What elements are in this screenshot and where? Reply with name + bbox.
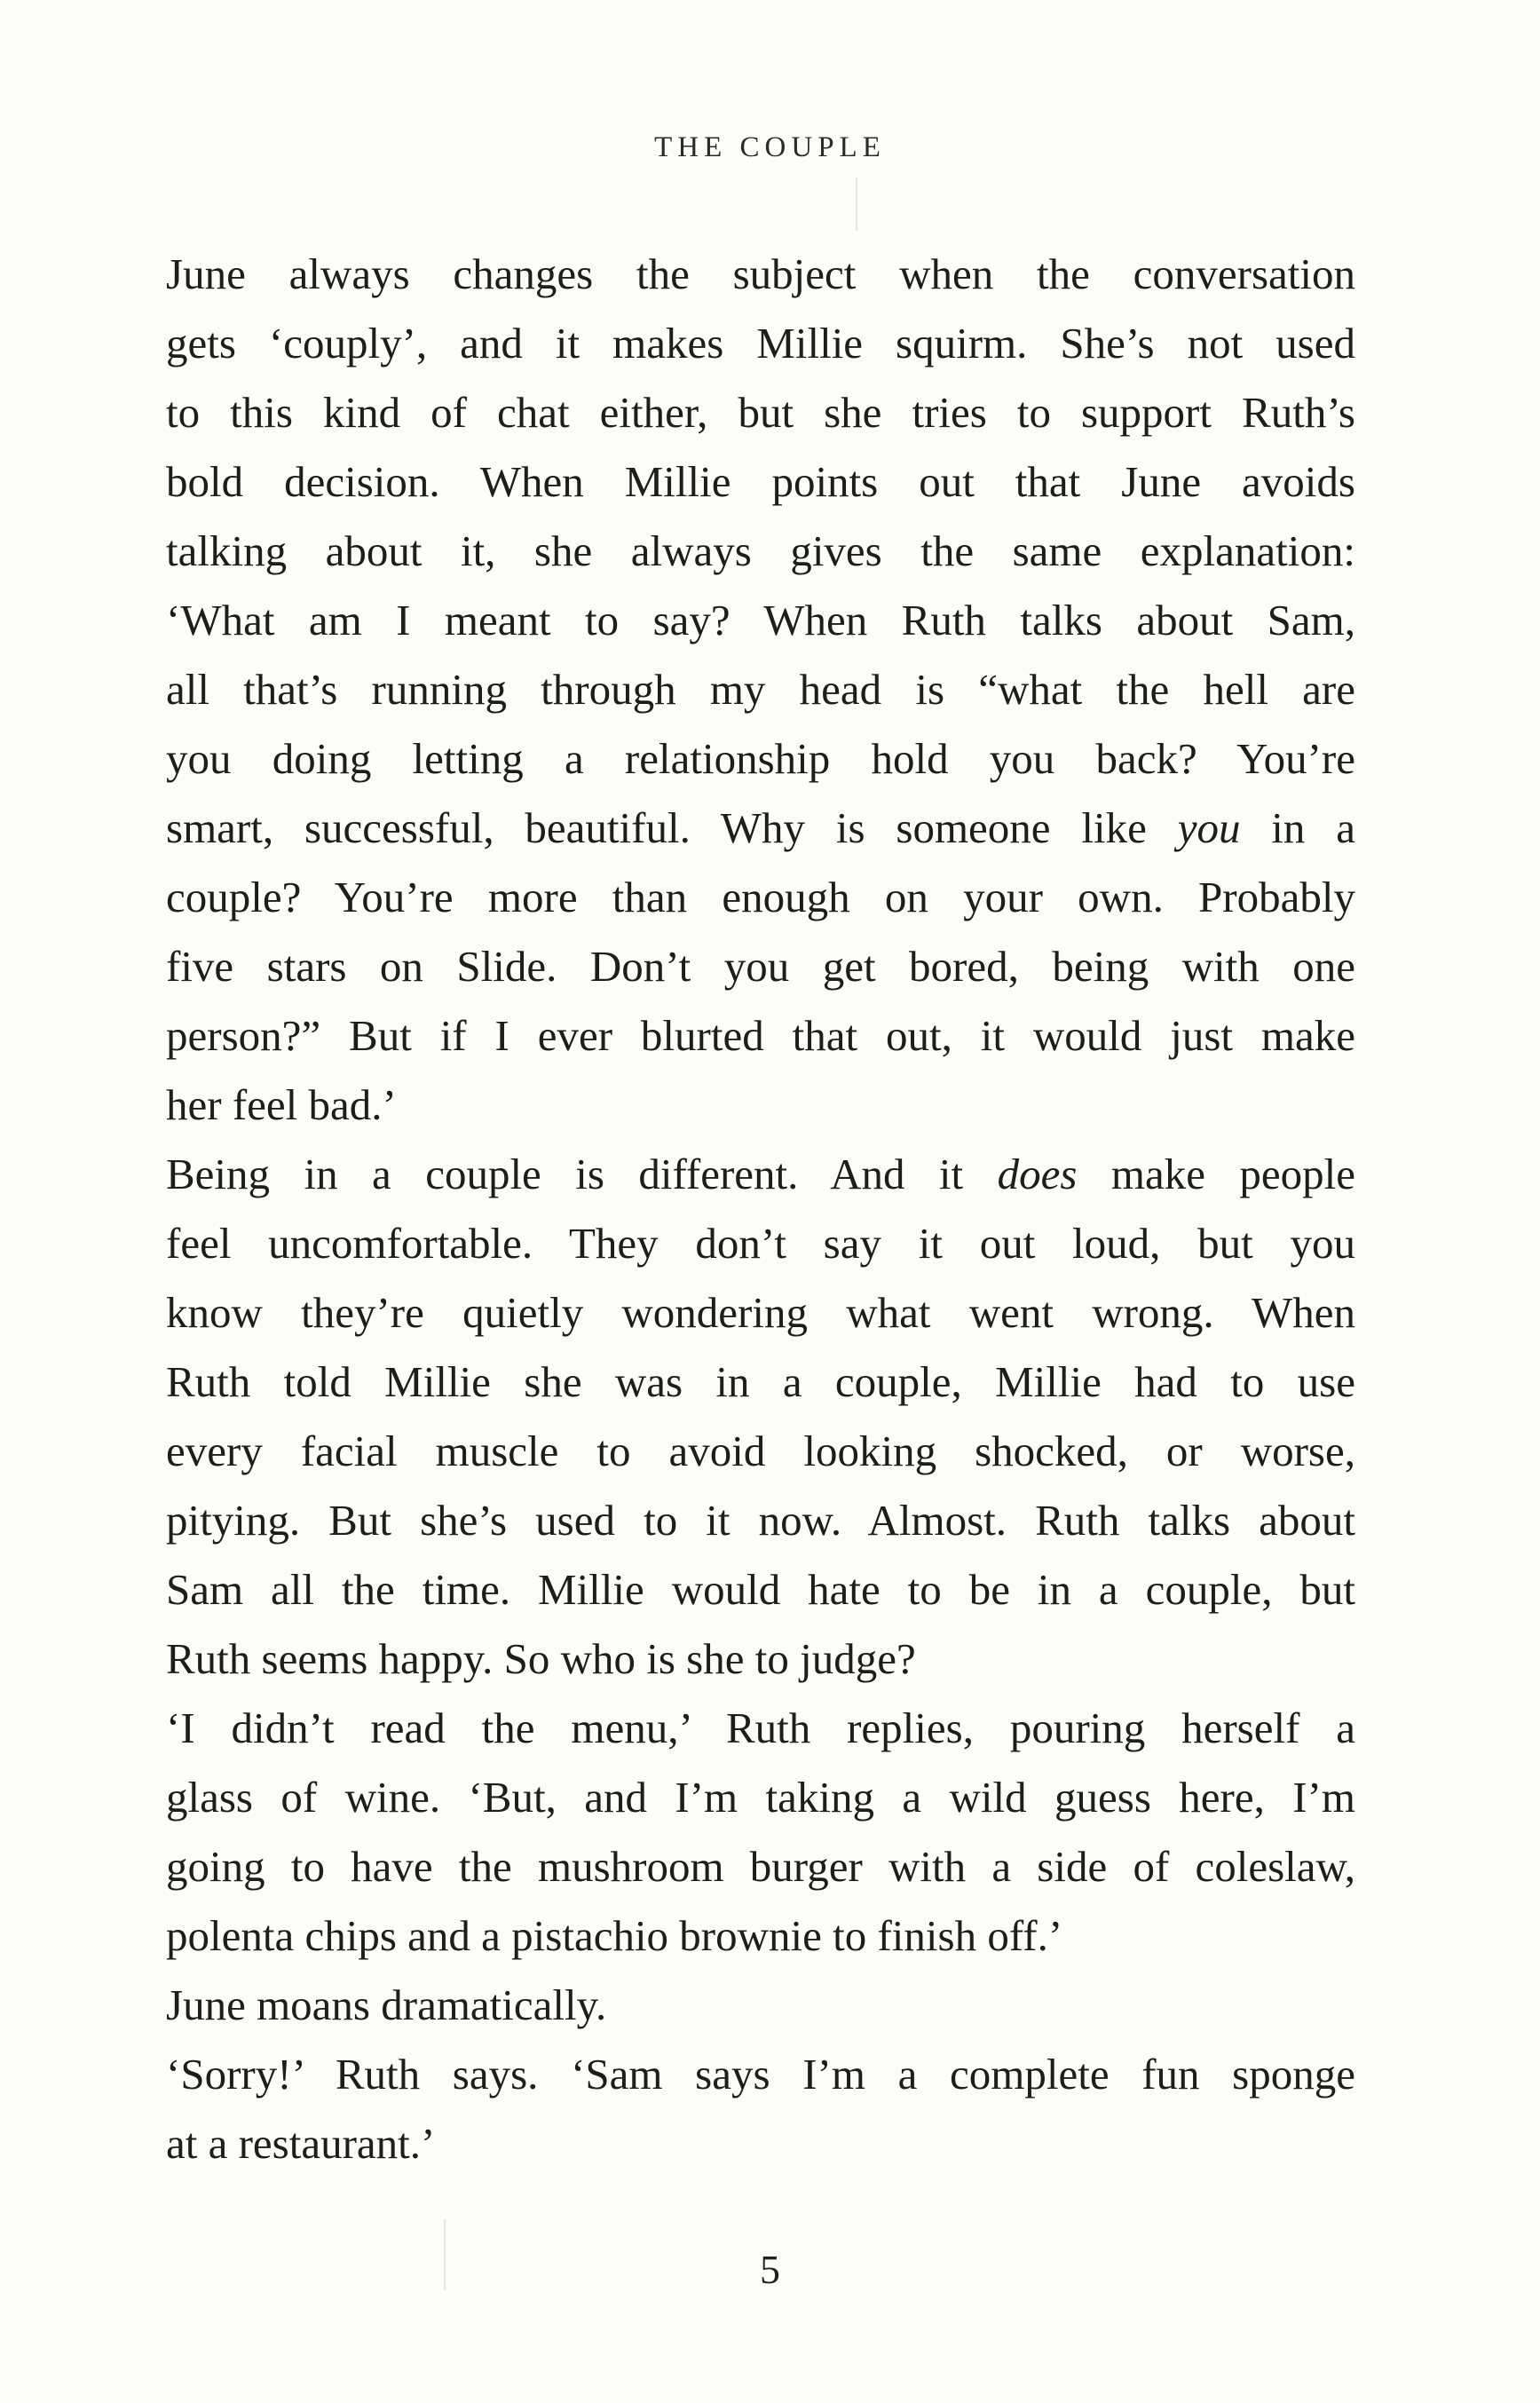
text-line: to this kind of chat either, but she tries to support Ruth’s xyxy=(166,388,1355,437)
page-crease xyxy=(856,178,857,231)
text-line: ‘Sorry!’ Ruth says. ‘Sam says I’m a complete fun sponge xyxy=(166,2050,1355,2099)
text-line: couple? You’re more than enough on your own. Probably xyxy=(166,873,1355,921)
text-line: bold decision. When Millie points out that June avoids xyxy=(166,457,1355,506)
body-text xyxy=(166,240,1355,2178)
text-line: talking about it, she always gives the same explanation: xyxy=(166,526,1355,575)
page-number: 5 xyxy=(760,2247,780,2292)
text-line: Sam all the time. Millie would hate to be in a couple, but xyxy=(166,1565,1355,1614)
paragraph xyxy=(166,1971,1355,2040)
paragraph xyxy=(166,1140,1355,1694)
text-line: smart, successful, beautiful. Why is someone like you in a xyxy=(166,803,1355,852)
text-line: five stars on Slide. Don’t you get bored, being with one xyxy=(166,942,1355,991)
text-line: feel uncomfortable. They don’t say it out loud, but you xyxy=(166,1219,1355,1268)
text-line: glass of wine. ‘But, and I’m taking a wild guess here, I’m xyxy=(166,1773,1355,1822)
running-head: THE COUPLE xyxy=(654,131,886,163)
text-line: Ruth told Millie she was in a couple, Millie had to use xyxy=(166,1357,1355,1406)
text-line: Being in a couple is different. And it does make people xyxy=(166,1150,1355,1198)
paragraph xyxy=(166,1694,1355,1971)
text-line: every facial muscle to avoid looking shocked, or worse, xyxy=(166,1427,1355,1475)
text-line: you doing letting a relationship hold you back? You’re xyxy=(166,734,1355,783)
paragraph xyxy=(166,240,1355,1140)
text-line: ‘What am I meant to say? When Ruth talks about Sam, xyxy=(166,596,1355,644)
text-line: her feel bad.’ xyxy=(166,1080,397,1129)
text-line: gets ‘couply’, and it makes Millie squirm. She’s not used xyxy=(166,319,1355,368)
text-line: going to have the mushroom burger with a side of coleslaw, xyxy=(166,1842,1355,1891)
text-line: know they’re quietly wondering what went wrong. When xyxy=(166,1288,1355,1337)
text-line: Ruth seems happy. So who is she to judge? xyxy=(166,1634,916,1683)
text-line: all that’s running through my head is “what the hell are xyxy=(166,665,1355,714)
text-line: pitying. But she’s used to it now. Almost. Ruth talks about xyxy=(166,1496,1355,1545)
text-line: June always changes the subject when the conversation xyxy=(166,249,1355,298)
text-line: June moans dramatically. xyxy=(166,1980,607,2029)
text-line: polenta chips and a pistachio brownie to finish off.’ xyxy=(166,1911,1063,1960)
text-line: ‘I didn’t read the menu,’ Ruth replies, pouring herself a xyxy=(166,1703,1355,1752)
text-line: at a restaurant.’ xyxy=(166,2119,436,2168)
paragraph xyxy=(166,2040,1355,2178)
text-line: person?” But if I ever blurted that out, it would just make xyxy=(166,1011,1355,1060)
